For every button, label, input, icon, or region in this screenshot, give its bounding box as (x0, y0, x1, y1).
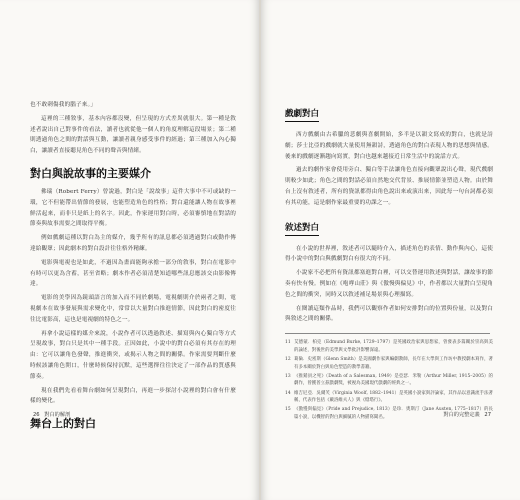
footnote-text: 維吉尼亞．吳爾芙（Virginia Woolf, 1882–1941）是英國小說家與評論家，其作品以意識流手法著稱，代表作包括《戴洛維夫人》與《燈塔行》。 (294, 390, 493, 404)
body-paragraph: 電影的美學因為鏡頭語言的加入而不同於劇場，電視劇則介於兩者之間，電視劇本在故事發展與需求變化中，常常以大量對白推進情節，因此對白的密度往往比電影高，這也是電視劇的特色之一。 (30, 295, 236, 323)
body-paragraph: 現在我們先看看舞台劇如何呈現對白，再進一步探討小說裡的對白會有什麼樣的變化。 (30, 387, 236, 405)
left-top-paragraphs (30, 100, 236, 157)
right-page (261, 0, 520, 500)
left-running-title: 對白的解剖 (44, 412, 71, 418)
section-heading-stage: 舞台上的對白 (30, 417, 96, 431)
right-page-number: 27 (484, 412, 491, 418)
body-paragraph: 西方戲劇由古希臘的悲劇與喜劇開始，多半是以韻文寫成的對白，也就是詩劇；莎士比亞的戲劇就大量使用無韻詩，透過角色的對白表現人物的思想與情感。後來的戲劇逐漸趨向寫實，對白也越來越接近日常生活中的說話方式。 (285, 132, 493, 160)
body-paragraph: 這裡的三種敘事，基本內容都沒變，但呈現的方式差異就很大。第一種是敘述者說出自己對事件的看法，讀者也就從他一個人的角度理解這段場景；第二種則透過角色之間的對話與互動，讓讀者親身感受事件的經過；第三種加入內心獨白，讓讀者直接聽見角色不同的聲音與情緒。 (30, 115, 236, 155)
footnote-text: 艾德蒙．柏克（Edmund Burke, 1729–1797）是英國政治家與思想家，曾發表多篇關於崇高與美的論述，對後世的美學與文學批評影響深遠。 (294, 340, 493, 353)
left-text-column (30, 100, 236, 437)
left-page (0, 0, 259, 500)
footnote-number: 13 (285, 373, 291, 379)
footnote-item (285, 339, 493, 354)
body-paragraph: 在閱讀這類作品時，我們可以觀察作者如何安排對白的位置與份量，以及對白與敘述之間的關係。 (285, 305, 493, 323)
body-paragraph: 再拿小說這樣的媒介來說，小說作者可以透過敘述、描寫與內心獨白等方式呈現故事，對白只是其中一種手段。正因如此，小說中的對白必須有其存在的理由：它可以讓角色發聲，推進衝突，或揭示人物之間的關係。作家需要判斷什麼時候該讓角色開口，什麼時候保持沉默，這些選擇往往決定了一部作品的質感與節奏。 (30, 330, 236, 380)
section-heading-media: 對白與說故事的主要媒介 (30, 166, 151, 180)
right-running-title: 對白的完整定義 (443, 412, 480, 418)
footnote-item (285, 373, 493, 388)
left-mid-paragraphs (30, 187, 236, 407)
left-page-footer (30, 411, 70, 419)
body-paragraph: 電影與電視也是如此，不過因為畫面能夠承擔一部分的敘事，對白在電影中有時可以更為含蓄，甚至省略；劇本作者必須清楚知道哪些訊息應該交由影像傳達。 (30, 259, 236, 288)
footnote-number: 14 (285, 390, 291, 396)
body-paragraph: 例如戲劇這種以對白為主的媒介，幾乎所有的訊息都必須透過對白或動作傳達給觀眾；因此劇本的對白設計往往格外精練。 (30, 235, 236, 252)
right-text-column (285, 101, 493, 423)
footnote-item (285, 390, 493, 405)
body-paragraph: 也不敢刺傷我的腦子來。」 (30, 102, 97, 108)
footnote-rule (285, 333, 490, 334)
subheading-wrap-narrative (285, 215, 493, 240)
subheading-wrap-drama (285, 101, 493, 126)
subheading-drama: 戲劇對白 (285, 109, 319, 122)
footnote-text: 《傲慢與偏見》（Pride and Prejudice, 1813）是珍．奧斯汀（Jane Austen, 1775–1817）的長篇小說，以機智的對白與細膩的人物描寫聞名。 (294, 407, 493, 420)
footnote-text: 《推銷員之死》（Death of a Salesman, 1949）是亞瑟．米勒（Arthur Miller, 1915–2005）的劇作，曾獲普立茲戲劇獎，被視為美國現代戲劇的經典之一。 (294, 373, 493, 387)
body-paragraph: 小說家不必把所有資訊都塞進對白裡，可以交替運用敘述與對話，讓故事的節奏有快有慢。例如在《咆哮山莊》與《傲慢與偏見》中，作者都以大量對白呈現角色之間的衝突，同時又以敘述補足場景與心理描寫。 (285, 270, 493, 298)
left-page-number: 26 (33, 412, 40, 418)
footnote-number: 15 (285, 407, 291, 413)
body-paragraph: 在小說的世界裡，敘述者可以隨時介入，描述角色的表情、動作與內心，這使得小說中的對白與戲劇對白有很大的不同。 (285, 245, 493, 263)
right-paragraphs-drama (285, 130, 493, 209)
body-paragraph: 過去的劇作家會使用旁白、獨白等手法讓角色直接向觀眾說出心聲，現代戲劇則較少如此；角色之間的對話必須自然地交代背景、推展情節並塑造人物。由於舞台上沒有敘述者，所有的資訊都得由角色說出來或演出來，因此每一句台詞都必須有其功能，這是劇作家最重要的功課之一。 (285, 167, 493, 206)
footnote-item (285, 356, 493, 371)
subheading-narrative: 敘述對白 (285, 223, 319, 236)
footnote-list (285, 339, 493, 421)
footnote-text: 葛倫．史密斯（Glenn Smith）是美國劇作家與編劇教師，長年在大學與工作坊中教授劇本寫作，著有多本關於對白與角色塑造的教學書籍。 (294, 356, 493, 370)
right-paragraphs-narrative (285, 244, 493, 326)
footnote-number: 11 (285, 340, 291, 346)
body-paragraph: 佛瑞（Robert Ferry）曾說過，對白是「說故事」這件大事中不可或缺的一環，它不但能帶出情節的發展，也能塑造角色的性格；對白還能讓人物在故事裡鮮活起來，而非只是紙上的名字。因此，作家運用對白時，必須審慎地在對話的節奏與故事需要之間取得平衡。 (30, 188, 236, 228)
right-page-footer (443, 411, 494, 419)
footnote-number: 12 (285, 356, 291, 362)
